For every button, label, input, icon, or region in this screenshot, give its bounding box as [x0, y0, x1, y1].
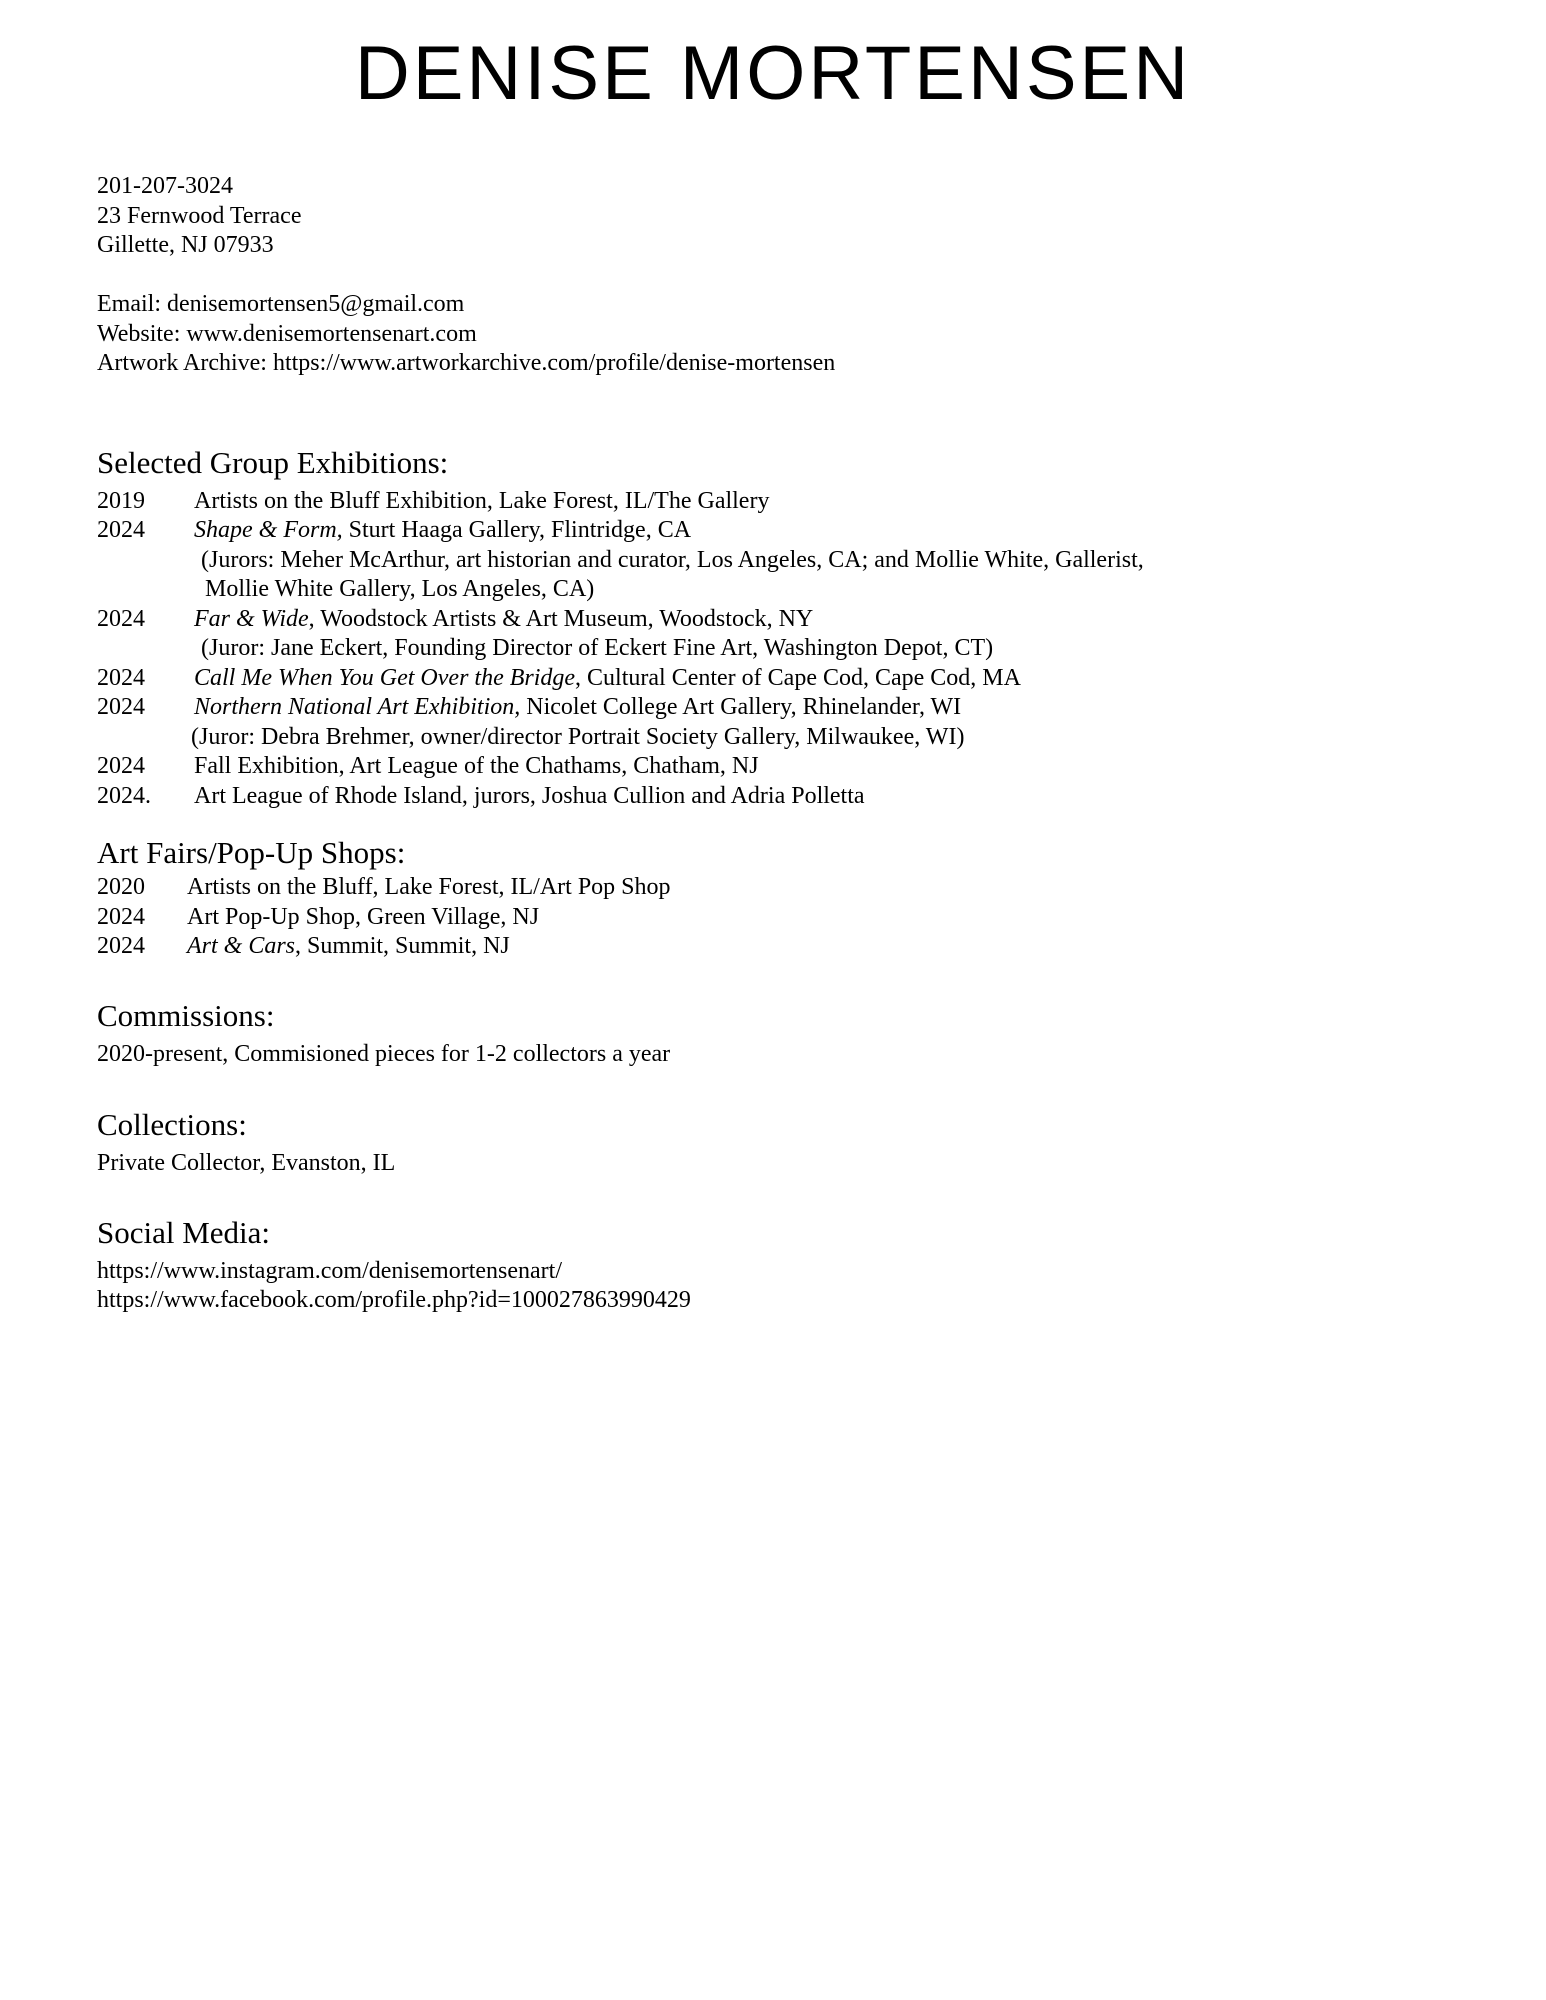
- email-value: denisemortensen5@gmail.com: [166, 291, 465, 317]
- entry-text: Northern National Art Exhibition, Nicolet College Art Gallery, Rhinelander, WI: [194, 694, 962, 720]
- address-line-2: Gillette, NJ 07933: [97, 232, 274, 258]
- entry-juror-note: (Jurors: Meher McArthur, art historian and curator, Los Angeles, CA; and Mollie White, Gallerist,: [201, 546, 1144, 573]
- artwork-archive-url: https://www.artworkarchive.com/profile/denise-mortensen: [272, 350, 836, 376]
- entry-text: Call Me When You Get Over the Bridge, Cultural Center of Cape Cod, Cape Cod, MA: [194, 664, 1021, 691]
- entry-text: Art Pop-Up Shop, Green Village, NJ: [187, 903, 540, 930]
- entry-text: Artists on the Bluff Exhibition, Lake Forest, IL/The Gallery: [194, 487, 770, 514]
- spacer: [97, 261, 1486, 291]
- commissions-entry: 2020-present, Commisioned pieces for 1-2 collectors a year: [97, 1040, 671, 1067]
- art-fair-entry: [97, 873, 1486, 903]
- exhibition-title-italic: Call Me When You Get Over the Bridge: [194, 664, 576, 691]
- exhibition-entry: [97, 782, 1486, 812]
- entry-juror-note: (Juror: Jane Eckert, Founding Director of Eckert Fine Art, Washington Depot, CT): [201, 635, 994, 661]
- section-commissions: [97, 996, 1486, 1070]
- section-heading-commissions: Commissions:: [97, 997, 275, 1033]
- entry-year: 2024: [97, 933, 145, 959]
- entry-text: Far & Wide, Woodstock Artists & Art Museum, Woodstock, NY: [194, 605, 814, 632]
- website-value: www.denisemortensenart.com: [186, 320, 477, 347]
- section-art-fairs: [97, 833, 1486, 962]
- entry-text: Shape & Form, Sturt Haaga Gallery, Flintridge, CA: [194, 517, 692, 543]
- section-heading-art-fairs: Art Fairs/Pop-Up Shops:: [97, 835, 406, 870]
- entry-juror-note: (Juror: Debra Brehmer, owner/director Portrait Society Gallery, Milwaukee, WI): [191, 723, 965, 750]
- art-fair-entry: [97, 903, 1486, 933]
- entry-juror-note: Mollie White Gallery, Los Angeles, CA): [205, 576, 595, 602]
- exhibition-title-italic: Shape & Form,: [194, 517, 343, 543]
- exhibition-entry: [97, 516, 1486, 546]
- art-fair-title-italic: Art & Cars: [187, 933, 296, 959]
- artwork-archive-line: [97, 349, 1486, 379]
- section-heading-social-media: Social Media:: [97, 1214, 271, 1250]
- entry-text: Art & Cars, Summit, Summit, NJ: [187, 933, 510, 959]
- entry-year: 2019: [97, 487, 145, 514]
- facebook-url: https://www.facebook.com/profile.php?id=100027863990429: [97, 1287, 691, 1313]
- artwork-archive-label: Artwork Archive:: [97, 350, 267, 376]
- exhibition-entry: [97, 487, 1486, 517]
- entry-year: 2024: [97, 664, 145, 691]
- section-social-media: [97, 1213, 1486, 1316]
- entry-year: 2020: [97, 874, 145, 900]
- entry-year: 2024: [97, 903, 145, 930]
- exhibition-entry: [97, 693, 1486, 723]
- entry-year: 2024: [97, 694, 145, 720]
- section-heading-group-exhibitions: Selected Group Exhibitions:: [97, 444, 449, 480]
- contact-block: [97, 172, 1486, 379]
- section-collections: [97, 1105, 1486, 1179]
- email-label: Email:: [97, 291, 161, 317]
- collections-entry: Private Collector, Evanston, IL: [97, 1150, 396, 1176]
- entry-text: Artists on the Bluff, Lake Forest, IL/Art Pop Shop: [187, 874, 671, 900]
- art-fair-entry: [97, 932, 1486, 962]
- exhibition-entry: [97, 664, 1486, 694]
- address-line-1: 23 Fernwood Terrace: [97, 202, 302, 229]
- exhibition-entry: [97, 752, 1486, 782]
- email-line: [97, 290, 1486, 320]
- phone-number: 201-207-3024: [97, 173, 233, 199]
- entry-text: Art League of Rhode Island, jurors, Joshua Cullion and Adria Polletta: [194, 782, 865, 809]
- section-heading-collections: Collections:: [97, 1107, 247, 1142]
- entry-text: Fall Exhibition, Art League of the Chathams, Chatham, NJ: [194, 753, 759, 779]
- page-title: DENISE MORTENSEN: [354, 31, 1192, 116]
- entry-year: 2024: [97, 753, 145, 779]
- instagram-url: https://www.instagram.com/denisemortensenart/: [97, 1257, 563, 1284]
- entry-year: 2024: [97, 517, 145, 543]
- exhibition-entry: [97, 605, 1486, 635]
- exhibition-title-italic: Northern National Art Exhibition,: [194, 694, 521, 720]
- exhibition-title-italic: Far & Wide: [194, 605, 309, 632]
- website-label: Website:: [97, 320, 181, 347]
- section-group-exhibitions: [97, 443, 1486, 812]
- website-line: [97, 320, 1486, 350]
- entry-year: 2024.: [97, 782, 151, 809]
- entry-year: 2024: [97, 605, 145, 632]
